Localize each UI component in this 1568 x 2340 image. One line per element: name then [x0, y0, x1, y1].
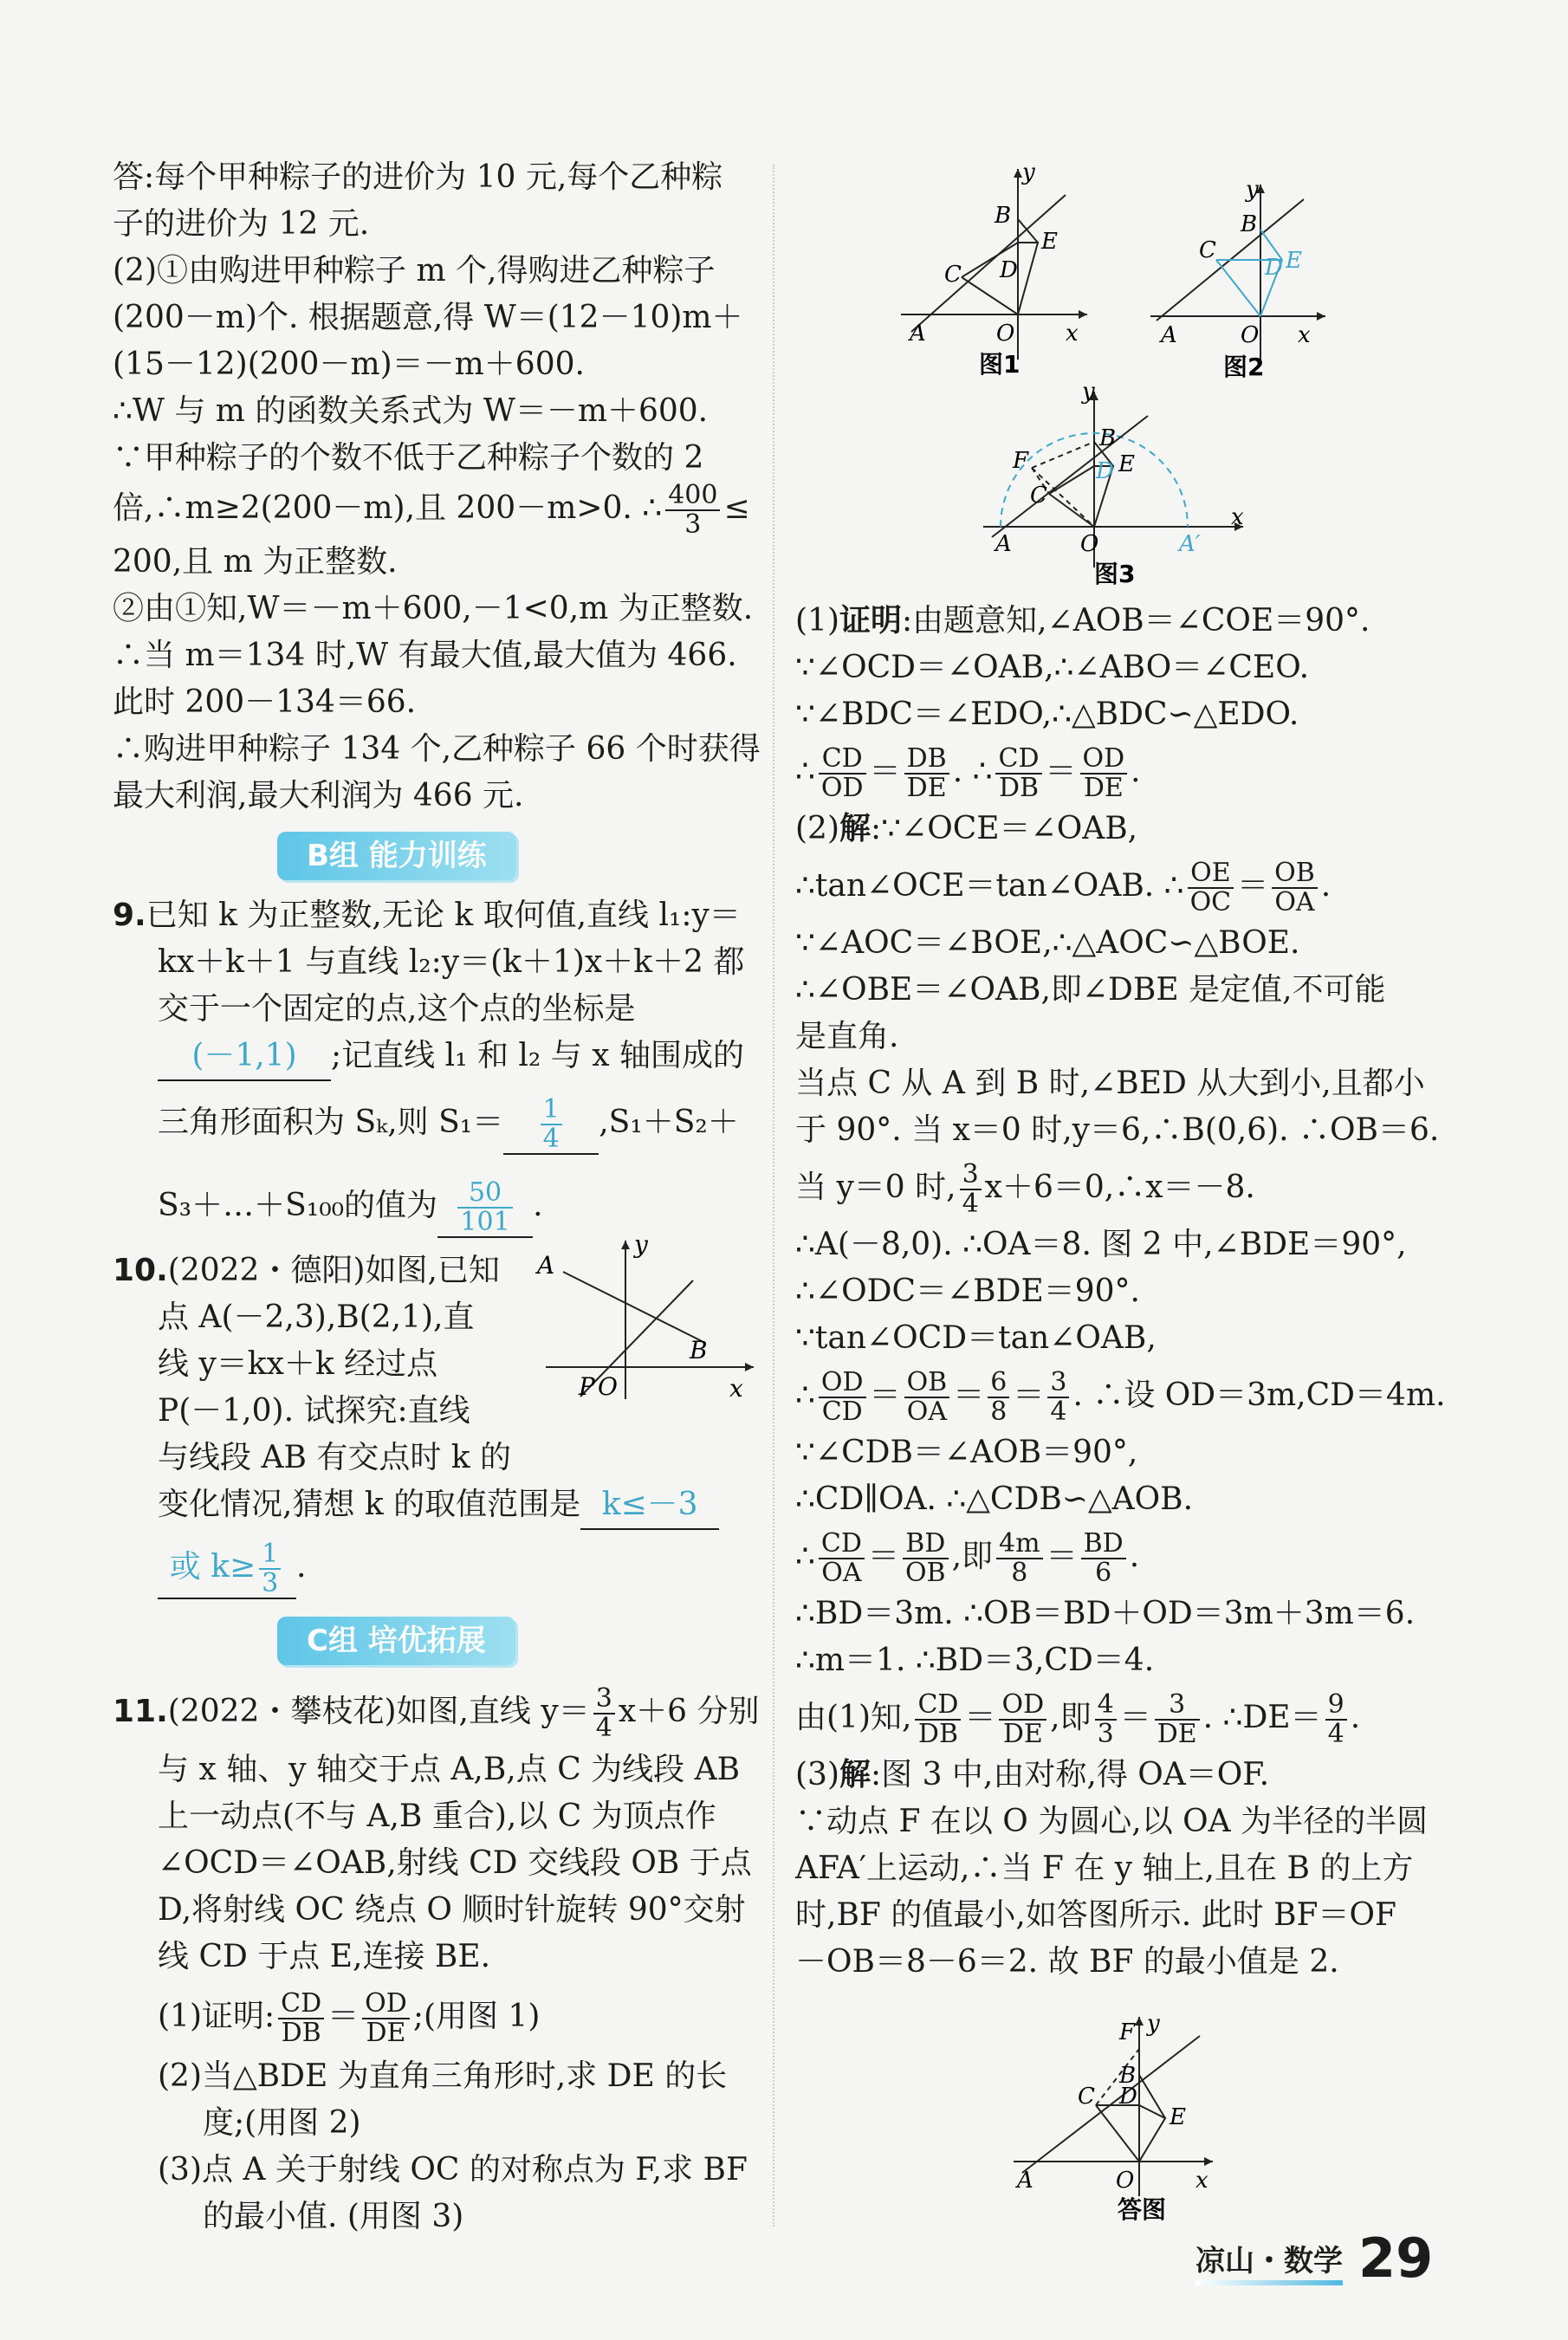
- numerator: CD: [915, 1691, 961, 1721]
- quad-cdeo: [1096, 2105, 1165, 2162]
- text-line: (15－12)(200－m)＝－m＋600.: [113, 347, 585, 382]
- numerator: 4: [1095, 1691, 1117, 1721]
- right-column: [795, 598, 1454, 1986]
- text-line: AFA′上运动,∴当 F 在 y 轴上,且在 B 的上方: [795, 1851, 1414, 1886]
- denominator: 4: [595, 1713, 612, 1743]
- denominator: 4: [962, 1189, 979, 1219]
- text-line: [795, 1154, 1454, 1222]
- label-f: F: [1013, 448, 1029, 474]
- denominator: CD: [821, 1397, 863, 1427]
- text-span: ;记直线 l₁ 和 l₂ 与 x 轴围成的: [331, 1038, 744, 1073]
- text-line: 线 CD 于点 E,连接 BE.: [158, 1939, 491, 1974]
- denominator: DE: [1157, 1719, 1197, 1749]
- text-line: ∴m＝1. ∴BD＝3,CD＝4.: [795, 1643, 1155, 1678]
- section-badge-b: B组 能力训练: [277, 832, 516, 880]
- segment-ab: [563, 1272, 702, 1341]
- text-line: ∵∠CDB＝∠AOB＝90°,: [795, 1435, 1138, 1470]
- text-span: 倍,∴m≥2(200－m),且 200－m>0. ∴: [113, 490, 663, 526]
- label-x: x: [729, 1374, 743, 1403]
- label-b: B: [995, 203, 1012, 229]
- label-e: E: [1286, 248, 1302, 274]
- text-span: (2022・攀枝花)如图,直线 y＝: [167, 1694, 590, 1729]
- label-y: y: [1022, 160, 1035, 185]
- label-d: D: [1265, 255, 1283, 281]
- fraction: [1080, 745, 1128, 802]
- text-line: 于 90°. 当 x＝0 时,y＝6,∴B(0,6). ∴OB＝6.: [795, 1112, 1440, 1148]
- text-span: (1): [795, 603, 839, 638]
- denominator: DE: [906, 773, 947, 803]
- y-axis-arrow: [1135, 2017, 1144, 2026]
- numerator: OE: [1188, 859, 1234, 889]
- denominator: 3: [684, 509, 702, 540]
- text-line: ∴当 m＝134 时,W 有最大值,最大值为 466.: [113, 638, 737, 673]
- text-span: 当 y＝0 时,: [795, 1170, 956, 1205]
- label-y: y: [1147, 2011, 1160, 2037]
- fraction: [1188, 859, 1234, 917]
- text-line: 与 x 轴、y 轴交于点 A,B,点 C 为线段 AB: [158, 1752, 741, 1787]
- page-number: 29: [1358, 2227, 1434, 2290]
- text-span: ≤: [723, 490, 750, 526]
- text-line: [113, 482, 754, 539]
- numerator: 50: [457, 1179, 512, 1209]
- label-y: y: [634, 1230, 648, 1259]
- text-line: [113, 1980, 754, 2053]
- fraction: [1095, 1691, 1117, 1748]
- text-line: 最大利润,最大利润为 466 元.: [113, 778, 524, 813]
- text-span: :图 3 中,由对称,得 OA＝OF.: [871, 1757, 1270, 1792]
- fraction: [988, 1369, 1009, 1426]
- text-line: ∴购进甲种粽子 134 个,乙种粽子 66 个时获得: [113, 731, 761, 767]
- footer-bar: [1195, 2280, 1343, 2285]
- numerator: 3: [593, 1685, 615, 1714]
- text-span: (2022・德阳)如图,已知: [167, 1253, 500, 1288]
- text-span: 变化情况,猜想 k 的取值范围是: [158, 1487, 581, 1522]
- text-line: ②由①知,W＝－m＋600,－1<0,m 为正整数.: [113, 591, 754, 626]
- label-b: B: [1241, 211, 1258, 237]
- text-line: (2)①由购进甲种粽子 m 个,得购进乙种粽子: [113, 253, 716, 288]
- text-line: (200－m)个. 根据题意,得 W＝(12－10)m＋: [113, 300, 743, 335]
- figure-1: [892, 160, 1100, 377]
- numerator: BD: [903, 1530, 949, 1559]
- text-line: 度;(用图 2): [203, 2105, 361, 2141]
- x-axis-arrow: [745, 1363, 754, 1371]
- label-a: A: [995, 531, 1012, 557]
- text-line: 的最小值. (用图 3): [203, 2199, 464, 2234]
- numerator: DB: [904, 745, 949, 775]
- text-line: [795, 598, 1454, 645]
- label-c: C: [1199, 237, 1216, 263]
- fraction: [995, 745, 1041, 802]
- text-span: :由题意知,∠AOB＝∠COE＝90°.: [902, 603, 1370, 638]
- denominator: DE: [1002, 1719, 1043, 1749]
- column-divider: [773, 165, 774, 2227]
- numerator: 4m: [996, 1530, 1043, 1559]
- fraction: [457, 1179, 512, 1236]
- text-line: ∴CD∥OA. ∴△CDB∽△AOB.: [795, 1481, 1194, 1517]
- text-line: ∴tan∠OCE＝tan∠OAB. ∴ $\frac{OE}{OC}$ ＝ $\frac{OB}{OA}$ .: [795, 858, 1332, 917]
- label-x: x: [1298, 322, 1311, 348]
- x-axis-arrow: [1079, 310, 1087, 319]
- text-line: kx＋k＋1 与直线 l₂:y＝(k＋1)x＋k＋2 都: [158, 944, 745, 980]
- label-c: C: [1030, 483, 1047, 509]
- label-e: E: [1170, 2104, 1186, 2130]
- label-d: D: [1000, 257, 1018, 283]
- text-line: [113, 1530, 754, 1604]
- bold-label: 解: [839, 811, 871, 846]
- denominator: 101: [460, 1207, 510, 1237]
- figure-3-caption: 图3: [1094, 560, 1136, 588]
- label-d: D: [1119, 2084, 1137, 2110]
- denominator: OA: [906, 1397, 948, 1427]
- text-span: .: [296, 1549, 307, 1585]
- label-o: O: [598, 1372, 618, 1401]
- text-span: x＋6 分别: [618, 1694, 760, 1729]
- text-line: ∵tan∠OCD＝tan∠OAB,: [795, 1320, 1157, 1356]
- text-line: ∵动点 F 在以 O 为圆心,以 OA 为半径的半圆: [795, 1804, 1429, 1839]
- denominator: 3: [1097, 1719, 1114, 1749]
- denominator: DB: [917, 1719, 959, 1749]
- fraction: [1155, 1691, 1200, 1748]
- y-axis-arrow: [621, 1241, 630, 1249]
- label-o: O: [996, 321, 1015, 347]
- text-span: ,即: [951, 1539, 994, 1574]
- text-line: ∴∠ODC＝∠BDE＝90°.: [795, 1274, 1141, 1309]
- text-line: ∵∠OCD＝∠OAB,∴∠ABO＝∠CEO.: [795, 650, 1310, 685]
- figure-3: [975, 381, 1260, 598]
- label-e: E: [1041, 229, 1058, 255]
- label-p: P: [579, 1372, 595, 1401]
- label-x: x: [1195, 2168, 1208, 2194]
- text-span: . ∴DE＝: [1202, 1700, 1322, 1735]
- text-line: 线 y＝kx＋k 经过点: [158, 1346, 438, 1382]
- label-a-prime: A′: [1179, 531, 1201, 557]
- numerator: OB: [904, 1369, 950, 1398]
- text-line: ∴ $\frac{CD}{OA}$ ＝ $\frac{BD}{OB}$ ,即 $\frac{4m}{8}$ ＝ $\frac{BD}{6}$ .: [795, 1528, 1140, 1588]
- text-line: ∵甲种粽子的个数不低于乙种粽子个数的 2: [113, 440, 704, 476]
- denominator: DE: [366, 2018, 406, 2048]
- q10-coordinate-figure: [528, 1230, 762, 1403]
- text-line: 由(1)知, $\frac{CD}{DB}$ ＝ $\frac{OD}{DE}$ ,即 $\frac{4}{3}$ ＝ $\frac{3}{DE}$ . ∴DE＝ $\frac{9}{4}$ .: [795, 1689, 1361, 1749]
- text-line: 200,且 m 为正整数.: [113, 544, 398, 580]
- text-line: (2)当△BDE 为直角三角形时,求 DE 的长: [158, 2058, 728, 2094]
- footer-label: 凉山・数学: [1195, 2244, 1343, 2278]
- numerator: CD: [995, 745, 1041, 775]
- denominator: OD: [820, 773, 864, 803]
- denominator: 4: [542, 1124, 560, 1154]
- text-line: 点 A(－2,3),B(2,1),直: [158, 1300, 475, 1335]
- fraction: [819, 1530, 865, 1587]
- text-line: －OB＝8－6＝2. 故 BF 的最小值是 2.: [795, 1944, 1339, 1980]
- text-line: (3)点 A 关于射线 OC 的对称点为 F,求 BF: [158, 2152, 748, 2188]
- text-line: ∴ $\frac{CD}{OD}$ ＝ $\frac{DB}{DE}$ . ∴ $\frac{CD}{DB}$ ＝ $\frac{OD}{DE}$ .: [795, 743, 1141, 803]
- label-x: x: [1231, 504, 1244, 530]
- answer-figure: [1005, 2010, 1230, 2227]
- numerator: 3: [960, 1161, 982, 1190]
- denominator: OA: [1274, 887, 1315, 917]
- figure-2-caption: 图2: [1223, 353, 1265, 381]
- label-b: B: [690, 1336, 708, 1364]
- numerator: OD: [999, 1691, 1046, 1721]
- text-line: [113, 1033, 754, 1081]
- line-ab: [911, 195, 1066, 332]
- text-line: ∵∠BDC＝∠EDO,∴△BDC∽△EDO.: [795, 697, 1299, 732]
- denominator: 6: [1095, 1558, 1112, 1588]
- text-span: .: [533, 1188, 543, 1223]
- text-line: D,将射线 OC 绕点 O 顺时针旋转 90°交射: [158, 1892, 746, 1928]
- text-span: (1)证明:: [158, 1999, 275, 2034]
- fraction: [1047, 1369, 1069, 1426]
- label-a: A: [537, 1251, 555, 1280]
- question-9-line: [113, 892, 754, 939]
- text-span: ＝: [327, 1999, 360, 2034]
- numerator: OB: [1272, 859, 1318, 889]
- denominator: 4: [1327, 1719, 1344, 1749]
- denominator: DB: [281, 2018, 321, 2048]
- numerator: 6: [988, 1369, 1009, 1398]
- text-span: ∴tan∠OCE＝tan∠OAB. ∴: [795, 868, 1184, 904]
- text-line: [795, 1752, 1454, 1799]
- text-span: ;(用图 1): [412, 1999, 541, 2034]
- label-c: C: [1078, 2084, 1095, 2110]
- fraction: [904, 745, 949, 802]
- label-f: F: [1119, 2019, 1136, 2045]
- fraction: [1081, 1530, 1126, 1587]
- text-span: 已知 k 为正整数,无论 k 取何值,直线 l₁:y＝: [146, 898, 741, 933]
- figure-1-caption: 图1: [979, 350, 1020, 377]
- text-line: 交于一个固定的点,这个点的坐标是: [158, 991, 636, 1027]
- text-span: S₃＋…＋S₁₀₀的值为: [158, 1188, 438, 1223]
- numerator: OD: [819, 1369, 866, 1398]
- numerator: 1: [259, 1540, 281, 1570]
- answer-blank: [437, 1179, 533, 1238]
- text-line: ∴BD＝3m. ∴OB＝BD＋OD＝3m＋3m＝6.: [795, 1596, 1416, 1631]
- left-column: [113, 154, 761, 2240]
- answer-blank: (－1,1): [158, 1033, 331, 1081]
- text-line: 与线段 AB 有交点时 k 的: [158, 1440, 512, 1475]
- numerator: OD: [1080, 745, 1128, 775]
- text-span: 三角形面积为 Sₖ,则 S₁＝: [158, 1105, 504, 1140]
- denominator: OC: [1189, 887, 1232, 917]
- denominator: 8: [1011, 1558, 1028, 1588]
- text-line: [113, 1481, 754, 1530]
- denominator: DB: [998, 773, 1040, 803]
- text-line: ∴A(－8,0). ∴OA＝8. 图 2 中,∠BDE＝90°,: [795, 1227, 1407, 1262]
- fraction: [819, 1369, 866, 1426]
- label-b: B: [1099, 425, 1117, 451]
- denominator: OB: [904, 1558, 946, 1588]
- answer-blank: [158, 1540, 296, 1599]
- text-span: x＋6＝0,∴x＝－8.: [984, 1170, 1255, 1205]
- text-line: 此时 200－134＝66.: [113, 684, 417, 720]
- label-b: B: [1119, 2063, 1137, 2089]
- text-line: ∵∠AOC＝∠BOE,∴△AOC∽△BOE.: [795, 925, 1300, 961]
- text-span: (2): [795, 811, 839, 846]
- bold-label: 解: [839, 1757, 871, 1792]
- text-span: :∵∠OCE＝∠OAB,: [871, 811, 1138, 846]
- fraction: [362, 1990, 410, 2047]
- text-line: 是直角.: [795, 1019, 899, 1054]
- question-11-line: [113, 1677, 760, 1747]
- text-line: ∴∠OBE＝∠OAB,即∠DBE 是定值,不可能: [795, 972, 1386, 1008]
- text-span: 或 k≥: [169, 1549, 256, 1585]
- numerator: 3: [1047, 1369, 1069, 1398]
- numerator: 3: [1155, 1691, 1200, 1721]
- numerator: 400: [665, 482, 720, 511]
- label-y: y: [1246, 178, 1259, 203]
- x-axis-arrow: [1204, 2157, 1213, 2166]
- text-line: ∴W 与 m 的函数关系式为 W＝－m＋600.: [113, 393, 709, 429]
- numerator: 1: [541, 1096, 562, 1125]
- fraction: [259, 1540, 281, 1598]
- fraction: [999, 1691, 1046, 1748]
- fraction: [960, 1161, 982, 1218]
- text-line: 当点 C 从 A 到 B 时,∠BED 从大到小,且都小: [795, 1066, 1425, 1101]
- numerator: OD: [362, 1990, 410, 2019]
- text-span: ,即: [1050, 1700, 1092, 1735]
- label-a: A: [1017, 2168, 1033, 2194]
- figure-2: [1144, 178, 1343, 381]
- text-line: 子的进价为 12 元.: [113, 206, 370, 242]
- text-span: . ∴设 OD＝3m,CD＝4m.: [1072, 1377, 1446, 1413]
- text-span: (3): [795, 1757, 839, 1792]
- text-line: 时,BF 的值最小,如答图所示. 此时 BF＝OF: [795, 1897, 1397, 1933]
- numerator: CD: [819, 745, 866, 775]
- answer-blank: k≤－3: [580, 1481, 719, 1530]
- x-axis-arrow: [1317, 312, 1325, 321]
- numerator: CD: [278, 1990, 324, 2019]
- fraction: [903, 1530, 949, 1587]
- fraction: [593, 1685, 615, 1742]
- fraction: [278, 1990, 324, 2047]
- text-line: ∠OCD＝∠OAB,射线 CD 交线段 OB 于点: [158, 1845, 752, 1881]
- label-a: A: [910, 321, 926, 347]
- denominator: DE: [1083, 773, 1124, 803]
- label-y: y: [1082, 381, 1095, 405]
- question-number: 11.: [113, 1694, 168, 1729]
- numerator: 9: [1325, 1691, 1347, 1721]
- bold-label: 证明: [839, 603, 903, 638]
- label-d: D: [1096, 458, 1114, 484]
- y-axis-arrow: [1014, 169, 1022, 178]
- fraction: [665, 482, 720, 539]
- answer-figure-caption: 答图: [1118, 2195, 1167, 2224]
- label-o: O: [1241, 322, 1260, 348]
- text-line: 上一动点(不与 A,B 重合),以 C 为顶点作: [158, 1799, 716, 1834]
- denominator: 3: [262, 1568, 279, 1598]
- fraction: [915, 1691, 961, 1748]
- answer-blank: [503, 1096, 599, 1155]
- text-line: [113, 1081, 754, 1164]
- question-number: 10.: [113, 1253, 168, 1288]
- text-line: [795, 806, 1454, 852]
- fraction: [1272, 859, 1318, 917]
- label-a: A: [1161, 322, 1177, 348]
- numerator: BD: [1081, 1530, 1126, 1559]
- label-e: E: [1118, 451, 1135, 477]
- fraction: [904, 1369, 950, 1426]
- denominator: 4: [1050, 1397, 1067, 1427]
- question-number: 9.: [113, 898, 146, 933]
- fraction: [541, 1096, 562, 1153]
- text-line: P(－1,0). 试探究:直线: [158, 1393, 470, 1429]
- segment-co: [1216, 260, 1260, 316]
- label-x: x: [1066, 321, 1079, 347]
- label-c: C: [944, 262, 962, 288]
- text-span: ,S₁＋S₂＋: [599, 1105, 739, 1140]
- denominator: OA: [821, 1558, 862, 1588]
- fraction: [1325, 1691, 1347, 1748]
- denominator: 8: [990, 1397, 1008, 1427]
- text-line: ∴ $\frac{OD}{CD}$ ＝ $\frac{OB}{OA}$ ＝ $\frac{6}{8}$ ＝ $\frac{3}{4}$ . ∴设 OD＝3m,CD＝4m.: [795, 1367, 1446, 1427]
- label-o: O: [1116, 2168, 1135, 2194]
- fraction: [819, 745, 866, 802]
- label-o: O: [1080, 531, 1099, 557]
- fraction: [996, 1530, 1043, 1587]
- text-span: 由(1)知,: [795, 1700, 912, 1735]
- section-badge-c: C组 培优拓展: [277, 1617, 515, 1665]
- text-line: 答:每个甲种粽子的进价为 10 元,每个乙种粽: [113, 159, 723, 195]
- numerator: CD: [819, 1530, 865, 1559]
